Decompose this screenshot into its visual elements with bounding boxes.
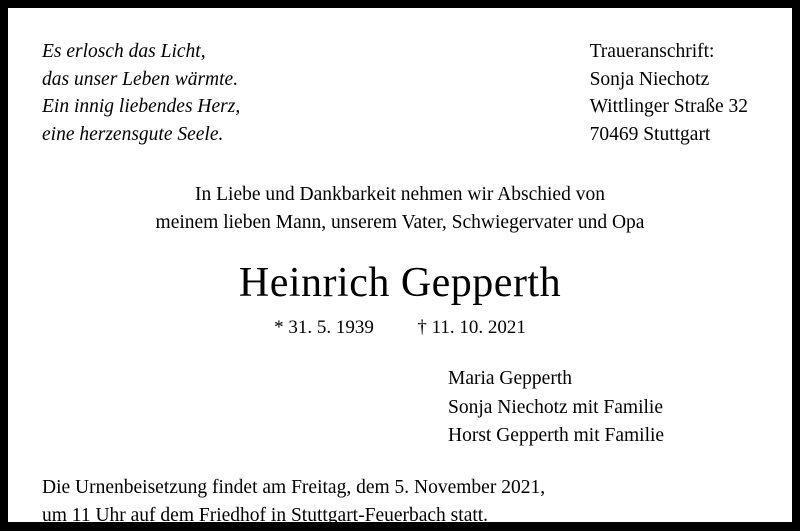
funeral-details: [8, 474, 792, 531]
obituary-notice: [8, 8, 792, 527]
closing-line-1: Die Urnenbeisetzung findet am Freitag, dem 5. November 2021,: [42, 477, 546, 499]
survivors-list: [8, 365, 792, 450]
death-date: † 11. 10. 2021: [417, 317, 526, 339]
verse-line-3: Ein innig liebendes Herz,: [42, 96, 241, 118]
mourning-address: [590, 38, 748, 149]
survivor-2: Sonja Niechotz mit Familie: [448, 396, 664, 418]
life-dates: [8, 317, 792, 339]
intro-line-1: In Liebe und Dankbarkeit nehmen wir Abschied von: [195, 183, 605, 205]
birth-date: * 31. 5. 1939: [274, 317, 374, 339]
deceased-name: Heinrich Gepperth: [238, 260, 562, 307]
address-heading: Traueranschrift:: [589, 41, 715, 62]
address-line-2: Wittlinger Straße 32: [589, 96, 748, 118]
intro-line-2: meinem lieben Mann, unserem Vater, Schwiegervater und Opa: [155, 212, 645, 234]
notice-inner: [8, 8, 792, 527]
memorial-verse: [42, 38, 240, 149]
verse-line-2: das unser Leben wärmte.: [42, 68, 239, 90]
closing-line-2: um 11 Uhr auf dem Friedhof in Stuttgart-Feuerbach statt.: [42, 505, 489, 527]
survivor-1: Maria Gepperth: [448, 368, 572, 390]
address-line-3: 70469 Stuttgart: [589, 124, 711, 146]
survivor-3: Horst Gepperth mit Familie: [448, 424, 665, 446]
verse-line-1: Es erlosch das Licht,: [42, 41, 206, 62]
intro-text: [8, 181, 792, 238]
top-row: [8, 8, 792, 149]
address-line-1: Sonja Niechotz: [589, 68, 710, 90]
verse-line-4: eine herzensgute Seele.: [42, 124, 224, 146]
